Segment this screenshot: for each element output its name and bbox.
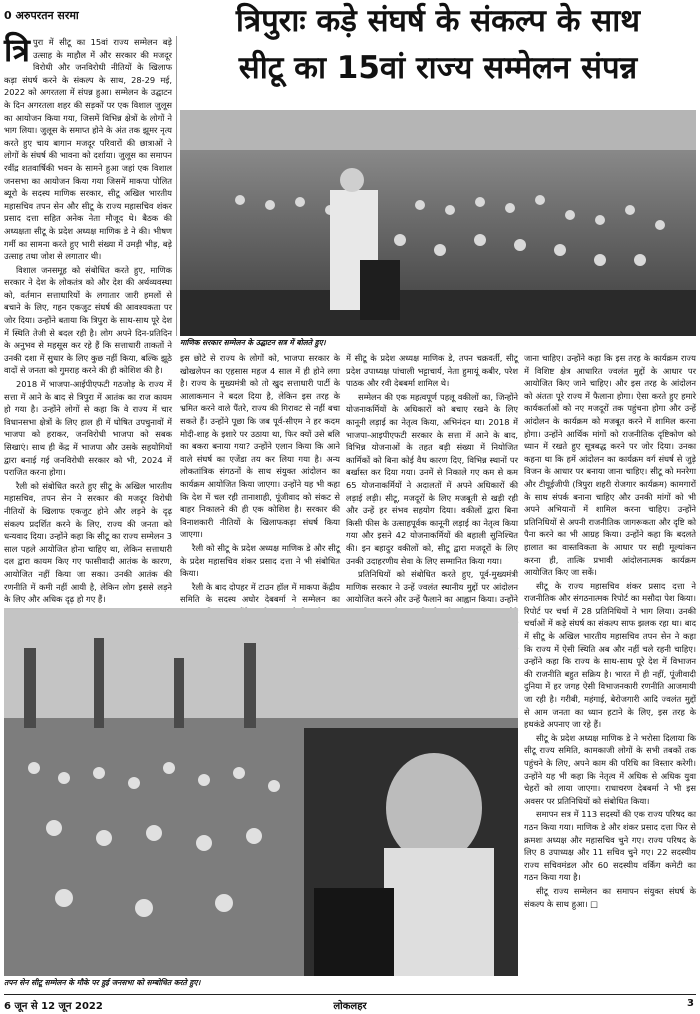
column-3: [346, 352, 518, 605]
issue-date: 6 जून से 12 जून 2022: [4, 1001, 103, 1012]
col1-paragraph-3: 2018 में भाजपा-आईपीएफटी गठजोड़ के राज्य में सत्ता में आने के बाद से त्रिपुरा में आतंक का राज कायम हो गया है। उन्होंने लोगों से कहा कि वे राज्य में चार विधानसभा क्षेत्रों के लिए हाल ही में घोषित उपचुनावों में भाजपा को हराकर, जनविरोधी भाजपा को सबक सिखाएं। साथ ही केंद्र में भाजपा और उसके सहयोगियों द्वारा बनाई गई जनविरोधी सरकार को भी, 2024 में पराजित करना होगा।: [4, 379, 172, 478]
column-divider: [176, 36, 177, 336]
col3-paragraph-3: प्रतिनिधियों को संबोधित करते हुए, पूर्व-मुख्यमंत्री माणिक सरकार ने उन्हें ज्वलंत स्थानीय मुद्दों पर आंदोलन आयोजित करने और उन्हें फैलाने का आह्वान किया। उन्होंने: [346, 569, 518, 605]
col4-paragraph-3: सीटू के प्रदेश अध्यक्ष माणिक डे ने भरोसा दिलाया कि सीटू राज्य समिति, कामकाजी लोगों के सभी तबकों तक पहुंचने के लिए, अपने काम की परिधि का विस्तार करेगी। उन्होंने यह भी कहा कि नेतृत्व में अधिक से अधिक युवा चेहरों को लाया जाएगा। राधाचरण देबबर्मा ने भी इस अवसर पर प्रतिनिधियों को संबोधित किया।: [524, 732, 696, 806]
col2-paragraph-2: रैली को सीटू के प्रदेश अध्यक्ष माणिक डे और सीटू के प्रदेश महासचिव शंकर प्रसाद दत्ता ने भी संबोधित किया।: [180, 542, 340, 579]
bottom-photo-caption: तपन सेन सीटू सम्मेलन के मौके पर हुई जनसभा को सम्बोधित करते हुए।: [4, 978, 201, 987]
col4-paragraph-2: सीटू के राज्य महासचिव शंकर प्रसाद दत्ता ने राजनीतिक और संगठनात्मक रिपोर्ट का मसौदा पेश किया। रिपोर्ट पर चर्चा में 28 प्रतिनिधियों ने भाग लिया। उनकी चर्चाओं में कड़े संघर्ष का संकल्प साफ झलक रहा था। बाद में सीटू के अखिल भारतीय महासचिव तपन सेन ने कहा कि राज्य में ऐसी स्थिति अब और नहीं चले रहनी चाहिए। उन्होंने कहा कि राज्य के साथ-साथ पूरे देश में विभाजन की राजनीति बहुत सक्रिय है। भारत में ही नहीं, पूंजीवादी दुनिया में हर जगह ऐसी विभाजनकारी रणनीति आजमायी जा रही है। गरीबी, महंगाई, बेरोजगारी आदि ज्वलंत मुद्दों से आम जनता का ध्यान हटाने के लिए, इस तरह के हथकंडे अपनाए जा रहे हैं।: [524, 580, 696, 730]
footer-rule: [4, 994, 696, 995]
col4-paragraph-5: सीटू राज्य सम्मेलन का समापन संयुक्त संघर्ष के संकल्प के साथ हुआ। □: [524, 885, 696, 909]
top-photo-caption: माणिक सरकार सम्मेलन के उद्घाटन सत्र में बोलते हुए।: [180, 338, 326, 347]
col2-paragraph-1: इस छोटे से राज्य के लोगों को, भाजपा सरकार के खोखलेपन का एहसास महज 4 साल में ही होने लगा है। राज्य के मुख्यमंत्री को तो खुद सत्ताधारी पार्टी के आलाकमान ने बदल दिया है, लेकिन इस तरह के भ्रमित करने वाले पैंतरे, राज्य की गिरावट से नहीं बचा सकते हैं। उन्होंने पूछा कि जब पूर्व-सीएम ने हर कदम मोदी-शाह के इशारे पर उठाया था, फिर क्यों उसे बलि का बकरा बनाया गया? उन्होंने एलान किया कि आने वाले संघर्ष का एजेंडा तय कर लिया गया है। अन्य लोकतांत्रिक संगठनों के साथ संयुक्त आंदोलन का कार्यक्रम आयोजित किया जाएगा। उन्होंने यह भी कहा कि देश में चल रही तानाशाही, पूंजीवाद को संकट से बाहर निकालने की ही एक कोशिश है। सरकार की विनाशकारी नीतियों के खिलाफकड़ा संघर्ष किया जाएगा।: [180, 353, 340, 540]
col2-paragraph-3: रैली के बाद दोपहर में टाउन हॉल में माकपा केंद्रीय समिति के सदस्य अघोर देबबर्मा ने सम्मेलन का: [180, 581, 340, 605]
col3-paragraph-2: सम्मेलन की एक महत्वपूर्ण पहलू वकीलों का, जिन्होंने योजनाकर्मियों के अधिकारों को बचाए रखने के लिए कानूनी लड़ाई का नेतृत्व किया, अभिनंदन था। 2018 में भाजपा-आइपीएफटी सरकार के सत्ता में आने के बाद, विभिन्न योजनाओं के तहत बड़ी संख्या में नियोजित कार्मिकों को बिना कोई वैध कारण दिए, विभिन्न स्थानों पर बर्खास्त कर दिया गया। उनमें से निकाले गए कम से कम 65 योजनाकर्मियों ने अदालतों में अपने अधिकारों की लड़ाई लड़ी। सीटू, मजदूरों के लिए मजबूती से खड़ी रही और उन्हें हर संभव सहयोग दिया। वकीलों द्वारा बिना किसी फीस के उत्साहपूर्वक कानूनी लड़ाई का नेतृत्व किया गया और इसने 42 योजनाकर्मियों की बहाली सुनिश्चित की। इन बहादुर वकीलों को, सीटू द्वारा मजदूरों के लिए उनकी उदाहरणीय सेवा के लिए सम्मानित किया गया।: [346, 391, 518, 566]
col4-paragraph-4: समापन सत्र में 113 सदस्यों की एक राज्य परिषद का गठन किया गया। माणिक डे और शंकर प्रसाद दत्ता फिर से क्रमशः अध्यक्ष और महासचिव चुने गए। राज्य परिषद के लिए 8 उपाध्यक्ष और 11 सचिव चुने गए। 22 सदस्यीय राज्य सचिवमंडल और 60 सदस्यीय वर्किंग कमेटी का गठन किया गया है।: [524, 809, 696, 883]
headline: [180, 0, 696, 88]
column-2: [180, 352, 340, 605]
dropcap: त्रि: [4, 31, 30, 69]
byline: 0 अरुपरतन सरमा: [4, 9, 79, 22]
rally-photo: [4, 608, 518, 976]
col4-paragraph-1: जाना चाहिए। उन्होंने कहा कि इस तरह के कार्यक्रम राज्य में विशिष्ट क्षेत्र आधारित ज्वलंत मुद्दों के आधार पर आयोजित किए जाने चाहिए। और इस तरह के आंदोलन को अंततः पूरे राज्य में फैलाना होगा। ऐसा करते हुए हमारे कार्यकर्ताओं को नए मजदूरों तक पहुंचना होगा और उन्हें आंदोलन के कार्यक्रम को मजबूत करने में शामिल करना होगा। उन्होंने आर्थिक मांगों को राजनीतिक दृष्टिकोण को ध्यान में रखते हुए सूत्रबद्ध करने पर जोर दिया। उनका कहना था कि हमें आंदोलन का कार्यक्रम वर्ग संघर्ष से जुड़े विजन के आधार पर बनाया जाना चाहिए। सीटू को मनरेगा और टीयूईजीपी (त्रिपुरा शहरी रोजगार कार्यक्रम) कामगारों के साथ संपर्क बनाना चाहिए और उनकी मांगों को भी अपने अभियानों में शामिल करना चाहिए। उन्होंने प्रतिनिधियों से अपनी राजनीतिक जागरूकता और दृष्टि को पैना करने का भी आग्रह किया। उन्होंने कहा कि बदलते हालात का वास्तविकता के आधार पर सही मूल्यांकन करना ही, तात्कि प्रभावी आंदोलनात्मक कार्यक्रम आयोजित किए जा सकें।: [524, 353, 696, 578]
headline-line-2: सीटू का 15वां राज्य सम्मेलन संपन्न: [238, 49, 638, 86]
conference-hall-photo: [180, 110, 696, 336]
col1-paragraph-1: त्रि पुरा में सीटू का 15वां राज्य सम्मेलन बड़े उत्साह के माहौल में और सरकार की मजदूर विरोधी और जनविरोधी नीतियों के खिलाफ कड़ा संघर्ष करने के संकल्प के साथ, 28-29 मई, 2022 को अगरतला में संपन्न हुआ। सम्मेलन के उद्घाटन के दिन अगरतला शहर की सड़कों पर एक विशाल जुलूस का आयोजन किया गया, जिसमें विभिन्न क्षेत्रों के लोगों ने भाग लिया। जुलूस के समाप्त होने के अंत तक झूमर नृत्य करते हुए चाय बागान मजदूर परिवारों की छात्राओं ने लोगों के संघर्ष की भावना को दर्शाया। जुलूस का समापन रवींद्र शतवार्षिकी भवन के सामने हुआ जहां एक विशाल जनसभा का आयोजन किया गया जिसमें माकपा पोलित ब्यूरो के सदस्य माणिक सरकार, सीटू अखिल भारतीय महासचिव तपन सेन और सीटू के राज्य महासचिव शंकर प्रसाद दत्ता सहित अनेक नेता मौजूद थे। बैठक की अध्यक्षता सीटू के प्रदेश अध्यक्ष माणिक डे ने की। भीषण गर्मी का सामना करते हुए भारी संख्या में उमड़ी भीड़, बड़े उत्साह तथा जोश से लगातार थी।: [4, 31, 172, 262]
page-number: 3: [687, 998, 694, 1009]
col3-paragraph-1: में सीटू के प्रदेश अध्यक्ष माणिक डे, तपन चक्रवर्ती, सीटू प्रदेश उपाध्यक्ष पांचाली भट्टाचार्य, नेता हुमायूं कबीर, परेश पाठक और रवी देबबर्मा शामिल थे।: [346, 353, 518, 389]
headline-line-1: त्रिपुराः कड़े संघर्ष के संकल्प के साथ: [235, 3, 641, 39]
column-4: [524, 352, 696, 988]
col1-paragraph-2: विशाल जनसमूह को संबोधित करते हुए, माणिक सरकार ने देश के लोकतंत्र को और देश की अर्थव्यवस्था को, वर्तमान सत्ताधारियों के लगातार जारी हमलों से बचाने के लिए, गहन एकजुट संघर्ष की आवश्यकता पर जोर दिया। उन्होंने बताया कि त्रिपुरा के साथ-साथ पूरे देश में स्थिति तेजी से बदल रही है। लोग अपने दिन-प्रतिदिन के अनुभव से महसूस कर रहे हैं कि सत्ताधारी ताकतों ने उनकी दशा में सुधार के लिए कुछ नहीं किया, बल्कि झूठे वादों से जनता को गुमराह करने की ही कोशिश की है।: [4, 264, 173, 376]
publication-name: लोकलहर: [333, 1001, 367, 1012]
col1-paragraph-4: रैली को संबोधित करते हुए सीटू के अखिल भारतीय महासचिव, तपन सेन ने सरकार की मजदूर विरोधी नीतियों के खिलाफ एकजुट होने और लड़ने के दृढ़ संकल्प प्रदर्शित करने के लिए, राज्य की जनता को धन्यवाद दिया। उन्होंने कहा कि सीटू का राज्य सम्मेलन 3 साल पहले आयोजित होना चाहिए था, लेकिन सत्ताधारी दल द्वारा कायम किए गए फासीवादी आतंक के कारण, आयोजित नहीं किया जा सका। उनकी आतंक की रणनीति में कमी नहीं आयी है, लेकिन लोग इससे लड़ने के लिए और अधिक दृढ़ हो गए हैं।: [4, 480, 172, 605]
